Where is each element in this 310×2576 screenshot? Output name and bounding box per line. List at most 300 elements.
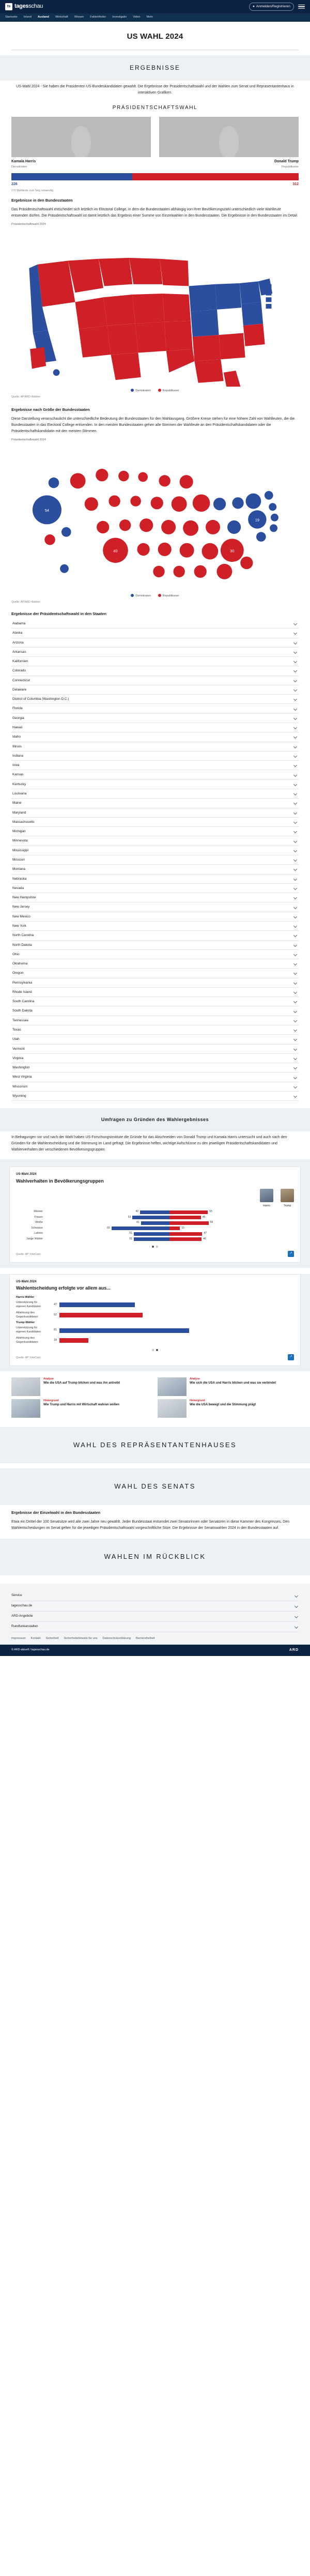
- page-title: US WAHL 2024: [127, 32, 183, 41]
- state-accordion-item[interactable]: [11, 931, 299, 940]
- chevron-down-icon: [294, 830, 298, 833]
- state-label: Georgia: [12, 716, 24, 720]
- chevron-down-icon: [294, 631, 298, 635]
- chevron-down-icon: [294, 915, 298, 918]
- map1-source: Quelle: AP/ARD-Wahlen: [11, 395, 41, 398]
- chart1-harris-value: 83: [107, 1226, 110, 1230]
- state-accordion-item[interactable]: [11, 638, 299, 648]
- teaser-thumb-2: [158, 1377, 187, 1396]
- retro-band-title: WAHLEN IM RÜCKBLICK: [104, 1552, 206, 1560]
- us-map-bubbles[interactable]: [11, 447, 299, 592]
- hamburger-icon[interactable]: [298, 5, 305, 9]
- teaser-4-kicker: Hintergrund: [190, 1399, 205, 1402]
- trump-thumb: [281, 1189, 294, 1202]
- chart1-bars: [45, 1226, 294, 1231]
- presidential-section: [0, 104, 310, 1101]
- state-accordion-item[interactable]: [11, 959, 299, 969]
- electoral-bar-dem: [11, 173, 132, 180]
- chart2-category: Ablehnung des Gegenkandidaten: [16, 1336, 38, 1344]
- state-label: Pennsylvania: [12, 980, 33, 985]
- state-accordion-item[interactable]: [11, 818, 299, 827]
- chevron-down-icon: [294, 1066, 298, 1069]
- chevron-down-icon: [294, 906, 298, 909]
- state-label: West Virginia: [12, 1075, 32, 1079]
- state-accordion-item[interactable]: [11, 1072, 299, 1082]
- state-label: Vermont: [12, 1047, 25, 1051]
- chevron-down-icon: [294, 707, 298, 711]
- chart1-bars: [45, 1221, 294, 1225]
- map1-text: Das Präsidentschaftswahl entscheidet sich letztlich im Electoral College, in dem die Bundesstaaten abhängig von ihrer Bevölkerungszahl unterschiedlich viele Wahlleute entsenden dürfen. Die Präsidentschaftswahl ist damit letztlich das Ergebnis einer Summe von Einzelwahlen in den Bundesstaaten. Die Ergebnisse in den Bundesstaaten im Detail.: [11, 208, 298, 218]
- results-band-title: ERGEBNISSE: [129, 64, 181, 71]
- state-accordion-item[interactable]: [11, 884, 299, 893]
- state-accordion-item[interactable]: [11, 761, 299, 770]
- state-accordion-item[interactable]: [11, 714, 299, 723]
- chart1-category: Junge Wähler: [26, 1237, 43, 1240]
- state-accordion-item[interactable]: [11, 732, 299, 742]
- chart1-harris-value: 41: [136, 1221, 140, 1224]
- chevron-down-icon: [294, 801, 298, 805]
- nav-item-startseite[interactable]: Startseite: [5, 16, 18, 19]
- trump-legend-label: Trump: [283, 1204, 291, 1207]
- state-accordion-item[interactable]: [11, 978, 299, 988]
- state-accordion-item[interactable]: [11, 827, 299, 836]
- house-band: [0, 1427, 310, 1464]
- state-label: South Carolina: [12, 1000, 35, 1004]
- card1-source: Quelle: AP VoteCast: [16, 1252, 40, 1256]
- card1-eyebrow: US-Wahl 2024: [16, 1173, 37, 1176]
- chevron-down-icon: [294, 1085, 298, 1088]
- state-accordion-item[interactable]: [11, 1025, 299, 1035]
- site-logo[interactable]: [5, 3, 43, 11]
- chevron-down-icon: [294, 792, 298, 795]
- state-accordion-item[interactable]: [11, 988, 299, 997]
- state-label: Missouri: [12, 857, 25, 862]
- chart1-row: [16, 1232, 294, 1236]
- state-label: Kalifornien: [12, 660, 28, 664]
- state-accordion-item[interactable]: [11, 648, 299, 657]
- card2-carousel-dots[interactable]: [16, 1349, 294, 1351]
- state-accordion-item[interactable]: [11, 770, 299, 779]
- footer-label-tagesschau: tagesschau.de: [11, 1603, 33, 1607]
- retro-band: [0, 1539, 310, 1575]
- chevron-down-icon: [294, 1009, 298, 1013]
- chart1-trump-value: 15: [181, 1226, 185, 1230]
- chevron-down-icon-2: [295, 1604, 299, 1608]
- chart1-row: [16, 1221, 294, 1225]
- card2-eyebrow: US-Wahl 2024: [16, 1280, 37, 1283]
- polls-band: [0, 1108, 310, 1131]
- legend2-rep: Republikaner: [158, 594, 179, 599]
- chevron-down-icon: [294, 811, 298, 815]
- chevron-down-icon: [294, 981, 298, 985]
- state-accordion-item[interactable]: [11, 875, 299, 884]
- teaser-thumb-3: [11, 1399, 40, 1418]
- state-accordion-item[interactable]: [11, 836, 299, 846]
- teaser-2-kicker: Analyse: [190, 1377, 200, 1381]
- chart1-trump-value: 47: [204, 1232, 207, 1235]
- chevron-down-icon: [294, 962, 298, 965]
- chart1-row: [16, 1226, 294, 1231]
- chevron-down-icon: [294, 886, 298, 890]
- account-button[interactable]: [249, 3, 294, 10]
- chevron-down-icon: [294, 867, 298, 871]
- state-accordion-item[interactable]: [11, 1092, 299, 1101]
- chevron-down-icon: [294, 754, 298, 758]
- footer-label-rundfunk: Rundfunkanstalten: [11, 1624, 38, 1628]
- chevron-down-icon: [294, 1000, 298, 1003]
- state-label: Wisconsin: [12, 1084, 28, 1088]
- chart2-bar: [59, 1328, 189, 1333]
- state-accordion-item[interactable]: [11, 1006, 299, 1016]
- nav-item-wirtschaft[interactable]: Wirtschaft: [55, 16, 68, 19]
- state-accordion-item[interactable]: [11, 704, 299, 713]
- main-navigation: [0, 13, 310, 22]
- legend-rep: Republikaner: [158, 389, 179, 393]
- chevron-down-icon: [294, 641, 298, 645]
- state-accordion-item[interactable]: [11, 695, 299, 704]
- state-label: Rhode Island: [12, 990, 32, 994]
- chevron-down-icon: [294, 924, 298, 928]
- state-label: Idaho: [12, 735, 21, 739]
- candidate-harris: [11, 117, 151, 168]
- footer-row-tagesschau[interactable]: [11, 1601, 299, 1612]
- chart1-harris-value: 42: [135, 1210, 139, 1214]
- chevron-down-icon: [294, 669, 298, 672]
- svg-text:19: 19: [255, 517, 260, 523]
- map2-chart-label: Präsidentschaftswahl 2024: [11, 438, 46, 441]
- teaser-row-2: [0, 1398, 310, 1420]
- footer-row-service[interactable]: [11, 1591, 299, 1601]
- footer-link-kontakt[interactable]: Kontakt: [30, 1636, 41, 1640]
- teaser-1-kicker: Analyse: [43, 1377, 54, 1381]
- state-accordion-item[interactable]: [11, 1045, 299, 1054]
- bundesrat-text: Etwa ein Drittel der 100 Senatsitze wird alle zwei Jahre neu gewählt. Jeder Bundesstaat entsendet zwei Senatorinnen oder Senatoren in diese Kammer des Kongresses. Den Wahlentscheidungen im Senat gelten für die jeweiligen Präsidentschaftswahl vorgeschriftliche Sitze. Die Ergebnisse der Senatswahlen 2024 in den Bundesstaaten auf.: [11, 1520, 290, 1530]
- map1-chart-label: Präsidentschaftswahl 2024: [11, 222, 46, 226]
- harris-legend-label: Harris: [263, 1204, 270, 1207]
- candidate-row: [11, 117, 299, 168]
- footer-link-barrierefreiheit[interactable]: Barrierefreiheit: [135, 1636, 155, 1640]
- state-accordion-item[interactable]: [11, 855, 299, 865]
- chart2-value: 18: [54, 1338, 57, 1342]
- us-map-states[interactable]: [11, 232, 299, 387]
- chart1-trump-value: 46: [203, 1237, 206, 1240]
- state-accordion-item[interactable]: [11, 628, 299, 638]
- state-label: Florida: [12, 707, 23, 711]
- state-accordion-item[interactable]: [11, 941, 299, 950]
- polls-band-title: Umfragen zu Gründen des Wahlergebnisses: [101, 1117, 209, 1123]
- chart2-value: 52: [54, 1313, 57, 1316]
- chart1-trump-value: 56: [210, 1221, 213, 1224]
- electors-note: 270 Wahlleute zum Sieg notwendig: [11, 189, 54, 192]
- map2-source: Quelle: AP/ARD-Wahlen: [11, 600, 41, 604]
- chevron-down-icon: [294, 726, 298, 729]
- teaser-2[interactable]: [158, 1377, 299, 1396]
- footer-link-datenschutz[interactable]: Datenschutzerklärung: [102, 1636, 131, 1640]
- teaser-2-headline: Wie sich die USA und Harris blicken und was sie verbindet: [190, 1382, 276, 1385]
- trump-name: Donald Trump: [274, 160, 299, 164]
- results-intro-text: US-Wahl 2024 - Sie haben die Prasidenten US-Bundeskandidaten gewahlt. Die Ergebnisse der Prasidentschaftswahl und der Wahlen zum Senat und Reprasentantenhaus in interaktiven Grafiken.: [16, 85, 294, 95]
- chevron-down-icon-1: [295, 1594, 299, 1598]
- teaser-thumb-1: [11, 1377, 40, 1396]
- chart1-trump-bar: [169, 1226, 180, 1230]
- nav-item-inland[interactable]: Inland: [23, 16, 32, 19]
- chart1-trump-bar: [169, 1210, 208, 1214]
- state-accordion-item[interactable]: [11, 752, 299, 761]
- trump-party: Republikaner: [282, 165, 299, 168]
- presidential-heading: PRÄSIDENTSCHAFTSWAHL: [112, 104, 198, 111]
- nav-item-faktenfinder[interactable]: Faktenfinder: [90, 16, 106, 19]
- chevron-down-icon: [294, 679, 298, 682]
- nav-item-wissen[interactable]: Wissen: [74, 16, 84, 19]
- state-accordion-item[interactable]: [11, 619, 299, 628]
- state-accordion-item[interactable]: [11, 657, 299, 666]
- chevron-down-icon: [294, 820, 298, 824]
- state-label: Virginia: [12, 1056, 24, 1060]
- chart2-bar: [59, 1302, 135, 1307]
- chart1-category: Weiße: [35, 1221, 43, 1224]
- chevron-down-icon: [294, 650, 298, 654]
- card1-source-row: [16, 1251, 294, 1257]
- state-label: Colorado: [12, 669, 26, 673]
- chart1-row: [16, 1216, 294, 1220]
- ard-logo: ARD: [289, 1648, 299, 1652]
- map2-text: Diese Darstellung veranschaulicht die unterschiedliche Bedeutung der Bundesstaaten für den Wahlausgang. Größere Kreise stehen für eine höhere Zahl von Wahlleuten, die die Bundesstaaten in das Electoral College entsenden. In den meisten Bundesstaaten gehen alle Stimmen der Wahlleute an den Präsidentschaftskandidaten oder die Präsidentschaftskandidatin mit den meisten Stimmen.: [11, 417, 295, 433]
- state-accordion-item[interactable]: [11, 808, 299, 818]
- card2-source-row: [16, 1354, 294, 1360]
- state-label: Delaware: [12, 687, 26, 692]
- chart1-bars: [45, 1216, 294, 1220]
- state-accordion-item[interactable]: [11, 893, 299, 902]
- chart1-row: [16, 1237, 294, 1241]
- senate-band-title: WAHL DES SENATS: [114, 1482, 196, 1491]
- share-icon[interactable]: ↗: [288, 1251, 294, 1257]
- harris-electors: 226: [11, 182, 18, 186]
- states-accordion-heading: Ergebnisse der Präsidentschaftswahl in den Staaten: [11, 611, 107, 617]
- card1-chart: [16, 1210, 294, 1241]
- state-accordion-item[interactable]: [11, 969, 299, 978]
- chart1-harris-bar: [134, 1237, 169, 1241]
- state-accordion-item[interactable]: [11, 676, 299, 685]
- state-label: New Hampshire: [12, 896, 36, 900]
- logo-text: tagesschau: [14, 3, 43, 10]
- teaser-1-headline: Wie die USA auf Trump blicken und was ihn antreibt: [43, 1382, 120, 1385]
- state-label: Oregon: [12, 971, 24, 975]
- svg-text:54: 54: [44, 508, 50, 513]
- nav-item-investigativ[interactable]: Investigativ: [112, 16, 127, 19]
- chevron-down-icon: [294, 1094, 298, 1098]
- nav-item-mehr[interactable]: Mehr: [146, 16, 153, 19]
- footer-row-ard[interactable]: [11, 1612, 299, 1622]
- state-label: Arkansas: [12, 650, 26, 654]
- card2-source: Quelle: AP VoteCast: [16, 1356, 40, 1359]
- state-label: Louisiana: [12, 792, 27, 795]
- state-label: Washington: [12, 1066, 30, 1070]
- chart1-bars: [45, 1210, 294, 1214]
- candidate-trump: [159, 117, 299, 168]
- nav-item-video[interactable]: Video: [133, 16, 141, 19]
- share-icon-2[interactable]: ↗: [288, 1354, 294, 1360]
- state-label: New Jersey: [12, 905, 30, 909]
- footer-links: [11, 1636, 299, 1640]
- chart2-row: [16, 1311, 294, 1320]
- chart1-harris-bar: [141, 1221, 169, 1225]
- state-accordion-item[interactable]: [11, 1082, 299, 1092]
- chart1-category: Frauen: [34, 1215, 43, 1219]
- chart1-harris-bar: [132, 1216, 169, 1219]
- state-accordion-item[interactable]: [11, 742, 299, 752]
- state-accordion-item[interactable]: [11, 723, 299, 732]
- nav-item-ausland[interactable]: Ausland: [37, 16, 49, 19]
- poll-card-1-wrap: [0, 1159, 310, 1268]
- chart1-category: Schwarze: [31, 1226, 43, 1230]
- card2-chart: [16, 1296, 294, 1344]
- chart2-category: Ablehnung des Gegenkandidaten: [16, 1311, 38, 1318]
- trump-electors: 312: [292, 182, 299, 186]
- state-label: Nebraska: [12, 877, 27, 881]
- state-label: Nevada: [12, 886, 24, 890]
- chart2-value: 81: [54, 1328, 57, 1332]
- state-label: Hawaii: [12, 726, 23, 730]
- chevron-down-icon: [294, 735, 298, 739]
- us-map-states-svg[interactable]: [11, 232, 299, 387]
- state-accordion-item[interactable]: [11, 922, 299, 931]
- results-band: [0, 55, 310, 81]
- polls-band-text: In Befragungen vor und nach der Wahl haben US-Forschungsinstitute die Gründe für das Abschneiden von Donald Trump und Kamala Harris untersucht und auch nach den Gründen für die Wahlentscheidung und die Stimmung im Land gefragt. Die Ergebnisse helfen, wichtige Aufschlüsse zu den jeweiligen Präsidentschaftskandidaten und Wählerverhalten der verschiedenen Bevölkerungsgruppen.: [11, 1136, 287, 1152]
- chevron-down-icon: [294, 716, 298, 720]
- state-accordion-item[interactable]: [11, 846, 299, 855]
- teaser-1[interactable]: [11, 1377, 152, 1396]
- chevron-down-icon: [294, 745, 298, 748]
- chart2-value: 47: [54, 1302, 57, 1306]
- state-label: Minnesota: [12, 839, 28, 843]
- map1-title: Ergebnisse in den Bundesstaaten: [11, 198, 73, 203]
- state-accordion-item[interactable]: [11, 666, 299, 676]
- chevron-down-icon: [294, 1056, 298, 1060]
- footer-link-hinweis[interactable]: Sicherheitshinweis für uns: [64, 1636, 98, 1640]
- chevron-down-icon: [294, 1019, 298, 1022]
- poll-card-1: [9, 1167, 301, 1263]
- state-accordion-item[interactable]: [11, 912, 299, 922]
- state-label: Michigan: [12, 830, 26, 834]
- state-accordion-item[interactable]: [11, 1016, 299, 1025]
- teaser-thumb-4: [158, 1399, 187, 1418]
- state-label: Alaska: [12, 631, 23, 635]
- state-label: Iowa: [12, 763, 20, 768]
- card1-legend-trump: [281, 1189, 294, 1208]
- state-label: Tennessee: [12, 1018, 28, 1022]
- top-header-bar: [0, 0, 310, 13]
- state-accordion-item[interactable]: [11, 1063, 299, 1072]
- chart1-bars: [45, 1232, 294, 1236]
- chevron-down-icon: [294, 688, 298, 692]
- chart2-row: [16, 1301, 294, 1309]
- chevron-down-icon: [294, 697, 298, 701]
- chart2-bar: [59, 1338, 88, 1343]
- chart1-trump-bar: [169, 1216, 201, 1219]
- state-accordion-item[interactable]: [11, 865, 299, 874]
- states-accordion: [11, 619, 299, 1101]
- state-accordion-item[interactable]: [11, 1035, 299, 1044]
- chevron-down-icon: [294, 622, 298, 625]
- state-accordion-item[interactable]: [11, 789, 299, 799]
- chart2-bar: [59, 1313, 143, 1317]
- card1-title: Wahlverhalten in Bevölkerungsgruppen: [16, 1178, 104, 1184]
- logo-mark-icon: ts: [5, 3, 12, 10]
- chart1-harris-value: 51: [129, 1237, 133, 1240]
- chart1-category: Latinos: [34, 1232, 43, 1235]
- bundesrat-title: Ergebnisse der Einzelwahl in den Bundesstaaten: [11, 1510, 101, 1515]
- chart1-trump-bar: [169, 1221, 209, 1225]
- state-accordion-item[interactable]: [11, 950, 299, 959]
- svg-text:30: 30: [230, 548, 235, 554]
- state-label: Montana: [12, 867, 25, 871]
- chevron-down-icon: [294, 896, 298, 899]
- chevron-down-icon: [294, 1028, 298, 1032]
- us-map-bubbles-svg[interactable]: [11, 447, 299, 592]
- footer-label-service: Service: [11, 1593, 22, 1597]
- state-label: North Carolina: [12, 933, 34, 938]
- chevron-down-icon: [294, 773, 298, 777]
- card1-carousel-dots[interactable]: [16, 1246, 294, 1248]
- footer-link-impressum[interactable]: Impressum: [11, 1636, 26, 1640]
- state-accordion-item[interactable]: [11, 685, 299, 695]
- copyright-text: © ARD-aktuell / tagesschau.de: [11, 1648, 50, 1651]
- map2-title: Ergebnisse nach Größe der Bundesstaaten: [11, 407, 90, 412]
- state-label: New Mexico: [12, 914, 30, 918]
- chevron-down-icon: [294, 1076, 298, 1079]
- senate-band: [0, 1468, 310, 1505]
- state-accordion-item[interactable]: [11, 997, 299, 1006]
- svg-text:40: 40: [113, 548, 118, 554]
- chevron-down-icon: [294, 933, 298, 937]
- poll-card-2: [9, 1274, 301, 1366]
- teaser-4[interactable]: [158, 1399, 299, 1418]
- state-label: Arizona: [12, 640, 24, 645]
- state-label: South Dakota: [12, 1009, 33, 1013]
- state-label: Maryland: [12, 810, 26, 815]
- chevron-down-icon: [294, 763, 298, 767]
- harris-name: Kamala Harris: [11, 160, 36, 164]
- state-label: Alabama: [12, 621, 26, 625]
- chart1-trump-bar: [169, 1237, 202, 1241]
- chart1-category: Männer: [34, 1210, 43, 1214]
- electoral-counts: [11, 182, 299, 187]
- chart1-row: [16, 1210, 294, 1214]
- teaser-row-1: [0, 1371, 310, 1398]
- teaser-3[interactable]: [11, 1399, 152, 1418]
- state-label: Oklahoma: [12, 962, 28, 966]
- footer-link-sicherheit[interactable]: Sicherheit: [45, 1636, 59, 1640]
- footer-row-rundfunk[interactable]: [11, 1622, 299, 1632]
- electoral-bar: [11, 173, 299, 180]
- electoral-bar-rep: [132, 173, 299, 180]
- state-accordion-item[interactable]: [11, 799, 299, 808]
- state-accordion-item[interactable]: [11, 902, 299, 912]
- chevron-down-icon-4: [295, 1625, 299, 1629]
- state-label: Kansas: [12, 773, 24, 777]
- chevron-down-icon: [294, 1037, 298, 1041]
- chart2-row: [16, 1337, 294, 1345]
- chart2-group-label: Trump-Wähler: [16, 1321, 35, 1325]
- chart1-trump-value: 45: [202, 1215, 206, 1219]
- state-accordion-item[interactable]: [11, 780, 299, 789]
- harris-photo: [11, 117, 151, 157]
- poll-card-2-wrap: [0, 1274, 310, 1371]
- state-label: Connecticut: [12, 678, 30, 682]
- card1-legend: [16, 1189, 294, 1208]
- state-accordion-item[interactable]: [11, 1054, 299, 1063]
- state-label: Texas: [12, 1028, 21, 1032]
